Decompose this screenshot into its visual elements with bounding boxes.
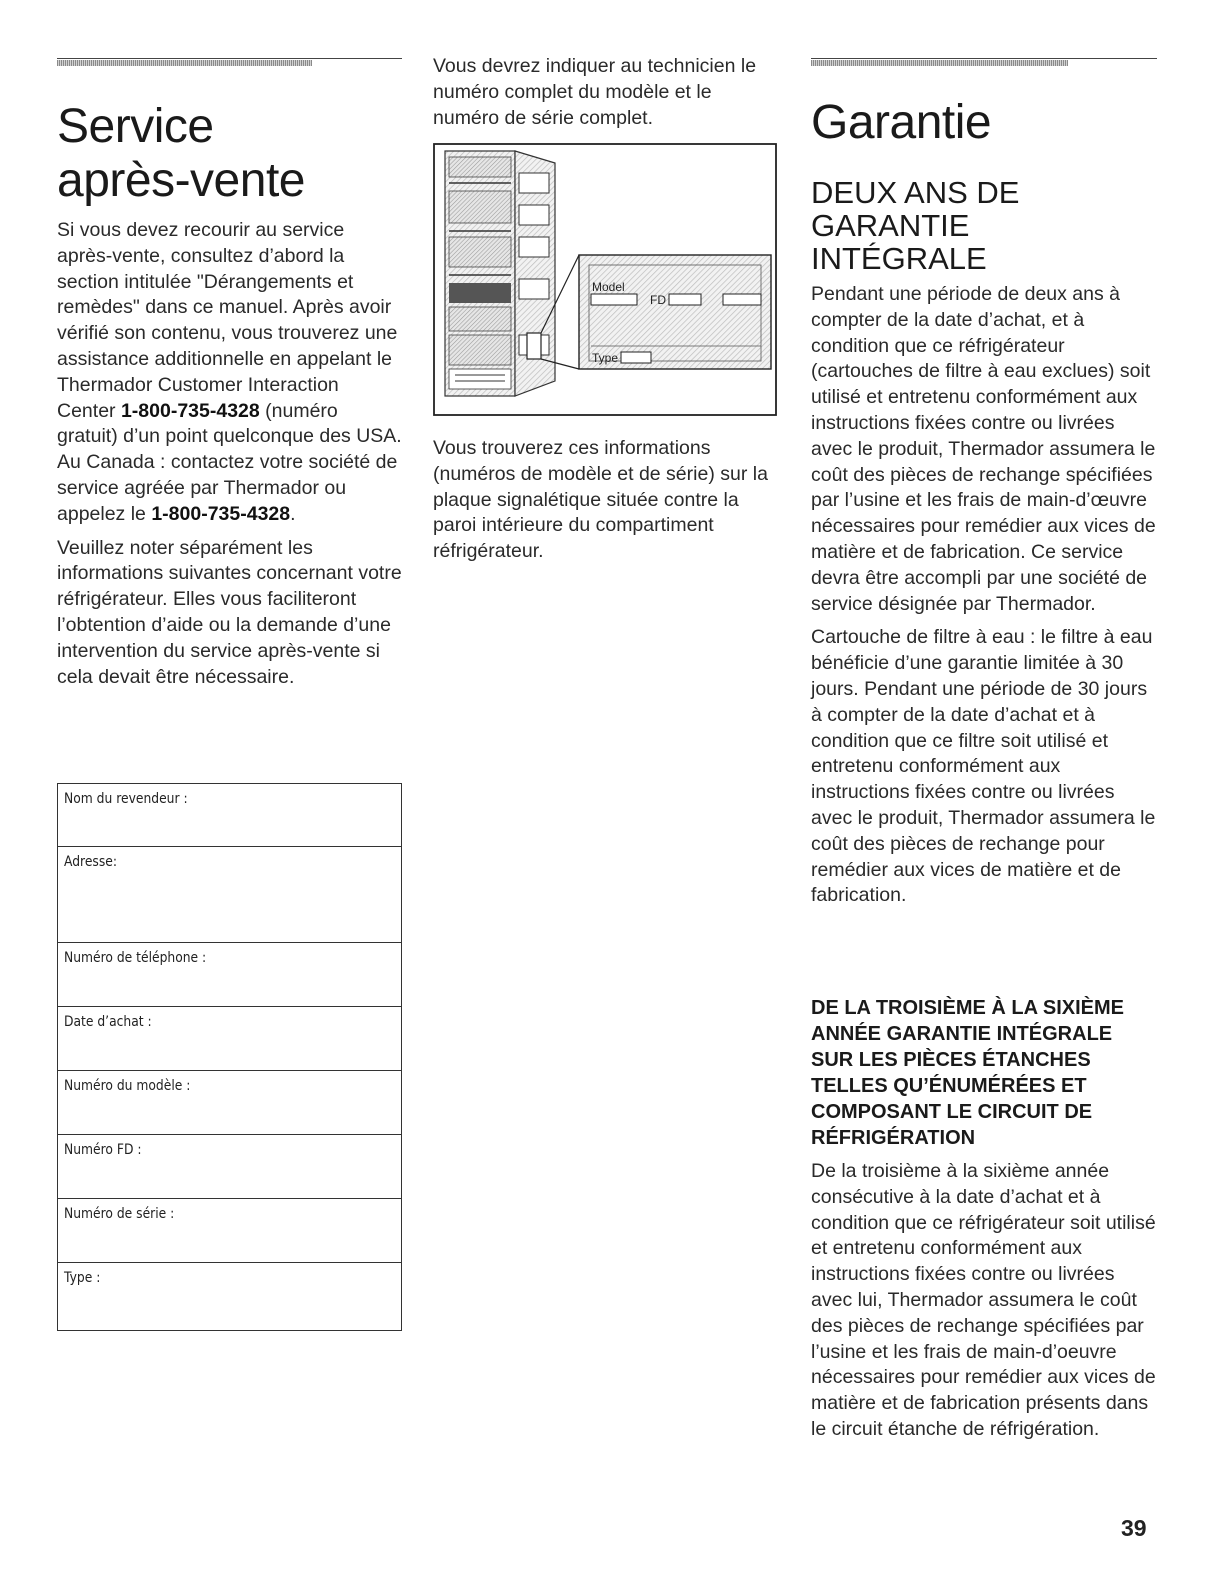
service-title (57, 100, 402, 208)
warranty-paragraph-1: Pendant une période de deux ans à compter de la date d’achat, et à condition que ce réfrigérateur (cartouches de filtre à eau exclues) soit utilisé et entretenu conformément aux instructions fixées contre ou livrées avec le produit, Thermador assumera le coût des pièces de rechange spécifiées par l’usine et les frais de main-d’œuvre nécessaires pour remédier aux vices de matière et de fabrication. Ce service devra être accompli par une société de service désignée par Thermador. (811, 283, 1156, 615)
service-title-line1: Service (57, 100, 214, 153)
service-text (57, 218, 402, 698)
service-paragraph-1: Si vous devez recourir au service après-vente, consultez d’abord la section intitulée "Dérangements et remèdes" dans ce manuel. Après avoir vérifié son contenu, vous trouverez une assistance additionnelle en appelant le Thermador Customer Interaction Center 1-800-735-4328 (numéro gratuit) d’un point quelconque des USA. Au Canada : contactez votre société de service agréée par Thermador ou appelez le 1-800-735-4328. (57, 219, 402, 525)
form-label-fd: Numéro FD : (64, 1142, 142, 1158)
rating-plate-callout (579, 255, 771, 369)
form-row-dealer[interactable] (58, 784, 401, 847)
form-row-model[interactable] (58, 1071, 401, 1135)
form-row-serial[interactable] (58, 1199, 401, 1263)
form-label-phone: Numéro de téléphone : (64, 950, 207, 966)
refrigerator-illustration (445, 151, 555, 396)
technician-intro: Vous devrez indiquer au technicien le numéro complet du modèle et le numéro de série complet. (433, 55, 757, 129)
form-row-fd[interactable] (58, 1135, 401, 1199)
service-paragraph-2: Veuillez noter séparément les informations suivantes concernant votre réfrigérateur. Elles vous faciliteront l’obtention d’aide ou la demande d’une intervention du service après-vente si cela devait être nécessaire. (57, 536, 402, 688)
phone-number-usa: 1-800-735-4328 (120, 399, 260, 422)
form-label-dealer: Nom du revendeur : (64, 791, 188, 807)
page-number: 39 (1121, 1515, 1147, 1541)
form-row-phone[interactable] (58, 943, 401, 1007)
warranty-text-2 (811, 1159, 1157, 1451)
form-label-address: Adresse: (64, 854, 117, 870)
warranty-text-1 (811, 282, 1157, 917)
form-label-purchase-date: Date d’achat : (64, 1014, 152, 1030)
plate-label-model: Model (592, 280, 625, 294)
section-rule-left (57, 58, 402, 67)
warranty-title: Garantie (811, 96, 992, 149)
form-row-type[interactable] (58, 1263, 401, 1331)
form-label-model: Numéro du modèle : (64, 1078, 191, 1094)
rating-plate-figure (433, 143, 777, 416)
service-title-line2: après-vente (57, 154, 305, 207)
form-row-address[interactable] (58, 847, 401, 943)
warranty-paragraph-3: De la troisième à la sixième année consécutive à la date d’achat et à condition que ce réfrigérateur soit utilisé et entretenu conformément aux instructions fixées contre ou livrées avec lui, Thermador assumera le coût des pièces de rechange spécifiées par l’usine et les frais de main-d’oeuvre nécessaires pour remédier aux vices de matière et de fabrication présents dans le circuit étanche de réfrigération. (811, 1160, 1156, 1440)
form-label-serial: Numéro de série : (64, 1206, 175, 1222)
warranty-paragraph-2: Cartouche de filtre à eau : le filtre à eau bénéficie d’une garantie limitée à 30 jours. Pendant une période de 30 jours à compter de la date d’achat et à condition que ce filtre soit utilisé et entretenu conformément aux instructions fixées contre ou livrées avec le produit, Thermador assumera le coût des pièces de rechange pour remédier aux vices de matière et de fabrication. (811, 626, 1156, 907)
customer-info-form (57, 783, 402, 1331)
third-to-sixth-year-heading: DE LA TROISIÈME À LA SIXIÈME ANNÉE GARANTIE INTÉGRALE SUR LES PIÈCES ÉTANCHES TELLES QU’ÉNUMÉRÉES ET COMPOSANT LE CIRCUIT DE RÉFRIGÉRATION (811, 997, 1124, 1149)
phone-number-canada: 1-800-735-4328 (151, 502, 291, 525)
plate-label-fd: FD (650, 293, 666, 307)
form-label-type: Type : (64, 1270, 101, 1286)
two-year-warranty-heading: DEUX ANS DE GARANTIE INTÉGRALE (811, 175, 1020, 276)
rating-plate-location-text: Vous trouverez ces informations (numéros de modèle et de série) sur la plaque signalétique située contre la paroi intérieure du compartiment réfrigérateur. (433, 437, 768, 563)
section-rule-right (811, 58, 1157, 67)
form-row-purchase-date[interactable] (58, 1007, 401, 1071)
plate-label-type: Type (592, 351, 619, 365)
